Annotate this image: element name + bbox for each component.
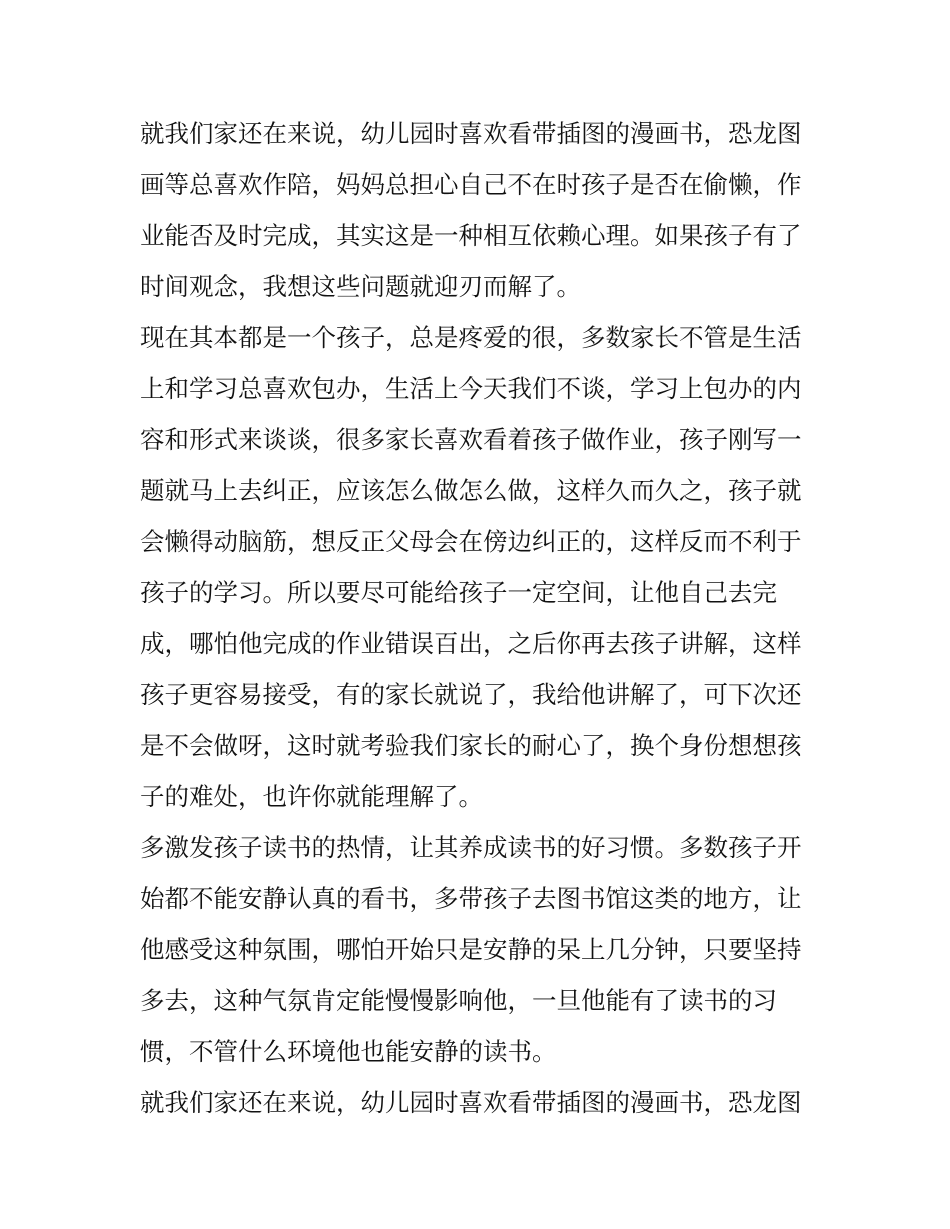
text-line-3: 业能否及时完成，其实这是一种相互依赖心理。如果孩子有了 — [140, 221, 802, 250]
text-line-13: 是不会做呀，这时就考验我们家长的耐心了，换个身份想想孩 — [140, 731, 802, 760]
text-line-8: 题就马上去纠正，应该怎么做怎么做，这样久而久之，孩子就 — [140, 476, 802, 505]
text-line-10: 孩子的学习。所以要尽可能给孩子一定空间，让他自己去完 — [140, 578, 777, 607]
text-line-1: 就我们家还在来说，幼儿园时喜欢看带插图的漫画书，恐龙图 — [140, 119, 802, 148]
text-line-5: 现在其本都是一个孩子，总是疼爱的很，多数家长不管是生活 — [140, 323, 802, 352]
text-line-20: 就我们家还在来说，幼儿园时喜欢看带插图的漫画书，恐龙图 — [140, 1088, 802, 1117]
text-line-19: 惯，不管什么环境他也能安静的读书。 — [140, 1037, 557, 1066]
text-line-15: 多激发孩子读书的热情，让其养成读书的好习惯。多数孩子开 — [140, 833, 802, 862]
text-line-18: 多去，这种气氛肯定能慢慢影响他，一旦他能有了读书的习 — [140, 986, 777, 1015]
text-line-7: 容和形式来谈谈，很多家长喜欢看着孩子做作业，孩子刚写一 — [140, 425, 802, 454]
document-text — [140, 108, 830, 1128]
text-line-6: 上和学习总喜欢包办，生活上今天我们不谈，学习上包办的内 — [140, 374, 802, 403]
text-line-9: 会懒得动脑筋，想反正父母会在傍边纠正的，这样反而不利于 — [140, 527, 802, 556]
text-line-14: 子的难处，也许你就能理解了。 — [140, 782, 483, 811]
text-line-16: 始都不能安静认真的看书，多带孩子去图书馆这类的地方，让 — [140, 884, 802, 913]
text-line-2: 画等总喜欢作陪，妈妈总担心自己不在时孩子是否在偷懒，作 — [140, 170, 802, 199]
text-line-4: 时间观念，我想这些问题就迎刃而解了。 — [140, 272, 581, 301]
text-line-17: 他感受这种氛围，哪怕开始只是安静的呆上几分钟，只要坚持 — [140, 935, 802, 964]
text-line-12: 孩子更容易接受，有的家长就说了，我给他讲解了，可下次还 — [140, 680, 802, 709]
text-line-11: 成，哪怕他完成的作业错误百出，之后你再去孩子讲解，这样 — [140, 629, 802, 658]
